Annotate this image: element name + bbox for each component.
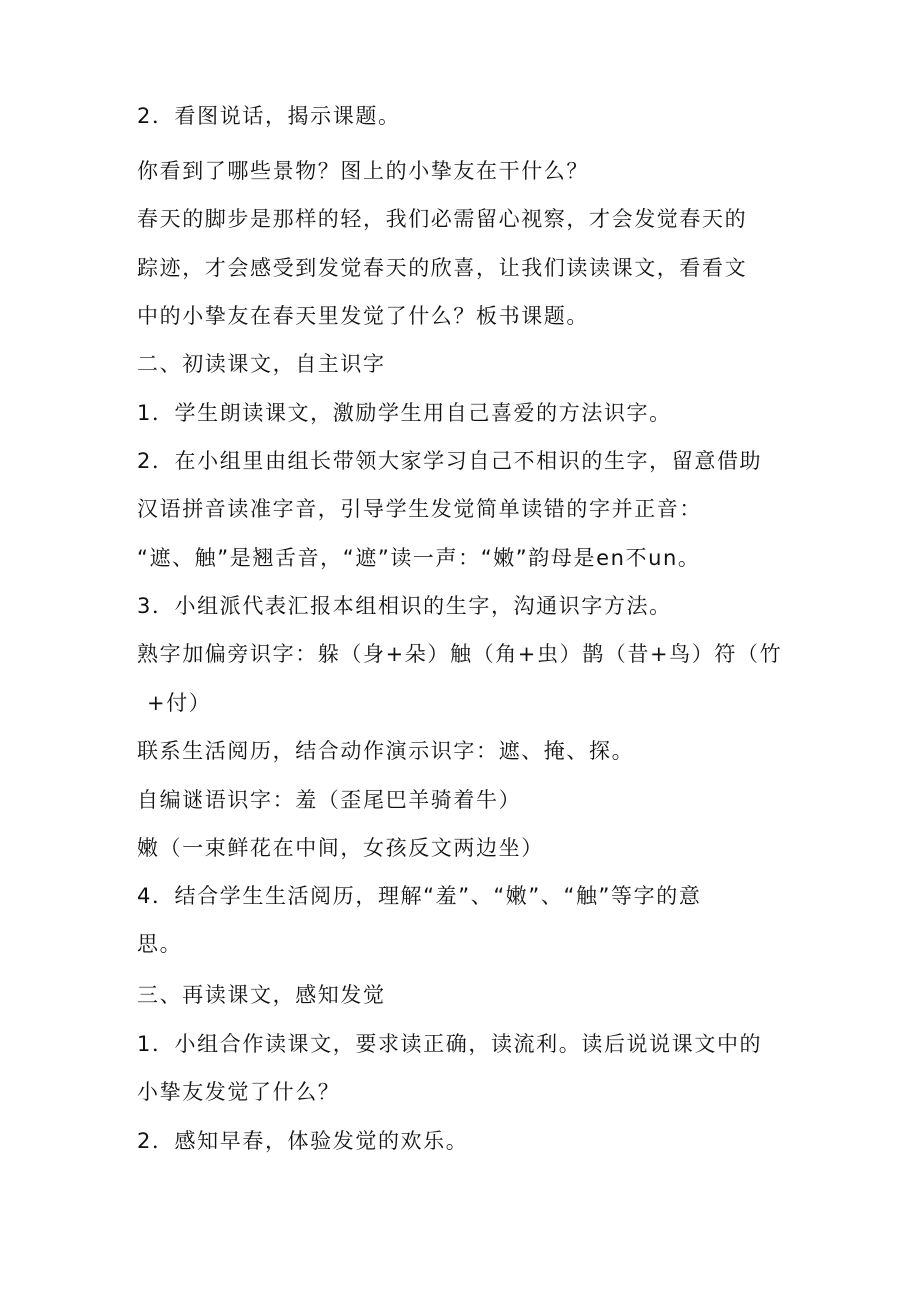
list-item-4: 4．结合学生生活阅历，理解“羞”、“嫩”、“触”等字的意 <box>137 884 702 908</box>
paragraph-line: 自编谜语识字：羞（歪尾巴羊骑着牛） <box>137 788 522 812</box>
paragraph-line: “遮、触”是翘舌音，“遮”读一声：“嫩”韵母是en不un。 <box>137 546 701 570</box>
paragraph-line: 嫩（一束鲜花在中间，女孩反文两边坐） <box>137 836 544 860</box>
list-item-2: 2．感知早春，体验发觉的欢乐。 <box>137 1129 469 1153</box>
list-item-1: 1．小组合作读课文，要求读正确，读流利。读后说说课文中的 <box>137 1032 763 1056</box>
question-line: 你看到了哪些景物？图上的小挚友在干什么？ <box>137 159 589 183</box>
paragraph-line: 小挚友发觉了什么？ <box>137 1080 341 1104</box>
paragraph-line: 中的小挚友在春天里发觉了什么？板书课题。 <box>137 304 589 328</box>
section-heading-3: 三、再读课文，感知发觉 <box>137 983 386 1007</box>
paragraph-line: 熟字加偏旁识字：躲（身+朵）触（角+虫）鹊（昔+鸟）符（竹 <box>137 642 783 666</box>
list-item-2-show-picture: 2．看图说话，揭示课题。 <box>137 104 401 128</box>
paragraph-line: 踪迹，才会感受到发觉春天的欣喜，让我们读读课文，看看文 <box>137 256 748 280</box>
list-item-3: 3．小组派代表汇报本组相识的生字，沟通识字方法。 <box>137 594 672 618</box>
paragraph-line: +付） <box>147 691 212 715</box>
list-item-2: 2．在小组里由组长带领大家学习自己不相识的生字，留意借助 <box>137 449 763 473</box>
paragraph-line: 汉语拼音读准字音，引导学生发觉简单读错的字并正音： <box>137 497 702 521</box>
list-item-1: 1．学生朗读课文，激励学生用自己喜爱的方法识字。 <box>137 401 672 425</box>
paragraph-line: 思。 <box>137 932 183 956</box>
paragraph-line: 春天的脚步是那样的轻，我们必需留心视察，才会发觉春天的 <box>137 207 748 231</box>
section-heading-2: 二、初读课文，自主识字 <box>137 352 386 376</box>
paragraph-line: 联系生活阅历，结合动作演示识字：遮、掩、探。 <box>137 739 635 763</box>
